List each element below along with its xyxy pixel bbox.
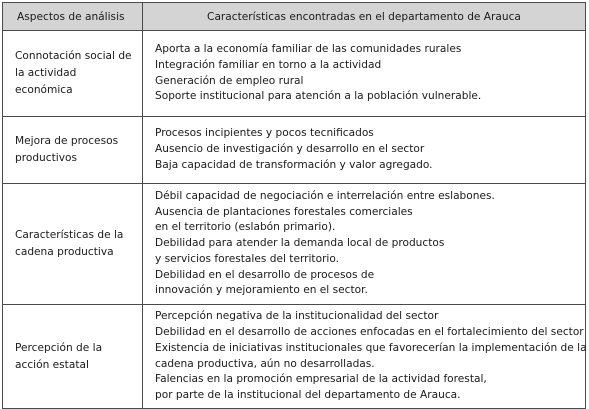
aspect-line: productivos — [15, 152, 77, 164]
characteristic-line: Débil capacidad de negociación e interrelación entre eslabones. — [155, 190, 495, 203]
aspect-cell — [3, 117, 143, 184]
aspect-cell — [3, 184, 143, 305]
characteristic-line: innovación y mejoramiento en el sector. — [155, 284, 368, 297]
analysis-table — [2, 2, 586, 409]
aspect-line: cadena productiva — [15, 246, 114, 258]
aspect-line: Características de la — [15, 229, 124, 241]
characteristic-line: Aporta a la economía familiar de las comunidades rurales — [155, 43, 462, 56]
table-row — [3, 31, 586, 117]
table-row — [3, 305, 586, 409]
characteristics-cell — [143, 184, 586, 305]
aspect-line: Connotación social de — [15, 50, 132, 62]
characteristic-line: Baja capacidad de transformación y valor agregado. — [155, 158, 433, 171]
characteristics-cell — [143, 117, 586, 184]
characteristic-line: y servicios forestales del territorio. — [155, 252, 340, 265]
characteristic-line: Debilidad en el desarrollo de acciones enfocadas en el fortalecimiento del sector — [155, 326, 584, 339]
aspect-cell — [3, 305, 143, 409]
table-row — [3, 117, 586, 184]
characteristics-cell — [143, 305, 586, 409]
characteristic-line: Ausencio de investigación y desarrollo en el sector — [155, 143, 425, 156]
aspect-line: la actividad económica — [15, 67, 77, 96]
characteristic-line: Falencias en la promoción empresarial de la actividad forestal, — [155, 373, 487, 386]
table-row — [3, 184, 586, 305]
characteristic-line: Generación de empleo rural — [155, 74, 304, 87]
characteristic-line: Ausencia de plantaciones forestales comerciales — [155, 205, 413, 218]
characteristic-line: Existencia de iniciativas institucionales que favorecerían la implementación de la — [155, 341, 587, 354]
aspect-line: acción estatal — [15, 358, 89, 371]
characteristic-line: Percepción negativa de la institucionalidad del sector — [155, 310, 439, 323]
characteristic-line: por parte de la institucional del departamento de Arauca. — [155, 388, 461, 401]
characteristic-line: Procesos incipientes y pocos tecnificados — [155, 127, 374, 140]
characteristic-line: Integración familiar en torno a la actividad — [155, 58, 382, 71]
aspect-line: Percepción de la — [15, 341, 103, 354]
table-header-row — [3, 3, 586, 31]
aspect-cell — [3, 31, 143, 117]
characteristic-line: en el territorio (eslabón primario). — [155, 221, 336, 234]
header-characteristics: Características encontradas en el departamento de Arauca — [143, 3, 586, 31]
aspect-line: Mejora de procesos — [15, 135, 119, 147]
characteristics-cell — [143, 31, 586, 117]
header-aspects: Aspectos de análisis — [3, 3, 143, 31]
characteristic-line: Soporte institucional para atención a la población vulnerable. — [155, 90, 482, 103]
characteristic-line: cadena productiva, aún no desarrolladas. — [155, 357, 375, 370]
characteristic-line: Debilidad en el desarrollo de procesos de — [155, 268, 375, 281]
characteristic-line: Debilidad para atender la demanda local de productos — [155, 237, 445, 250]
